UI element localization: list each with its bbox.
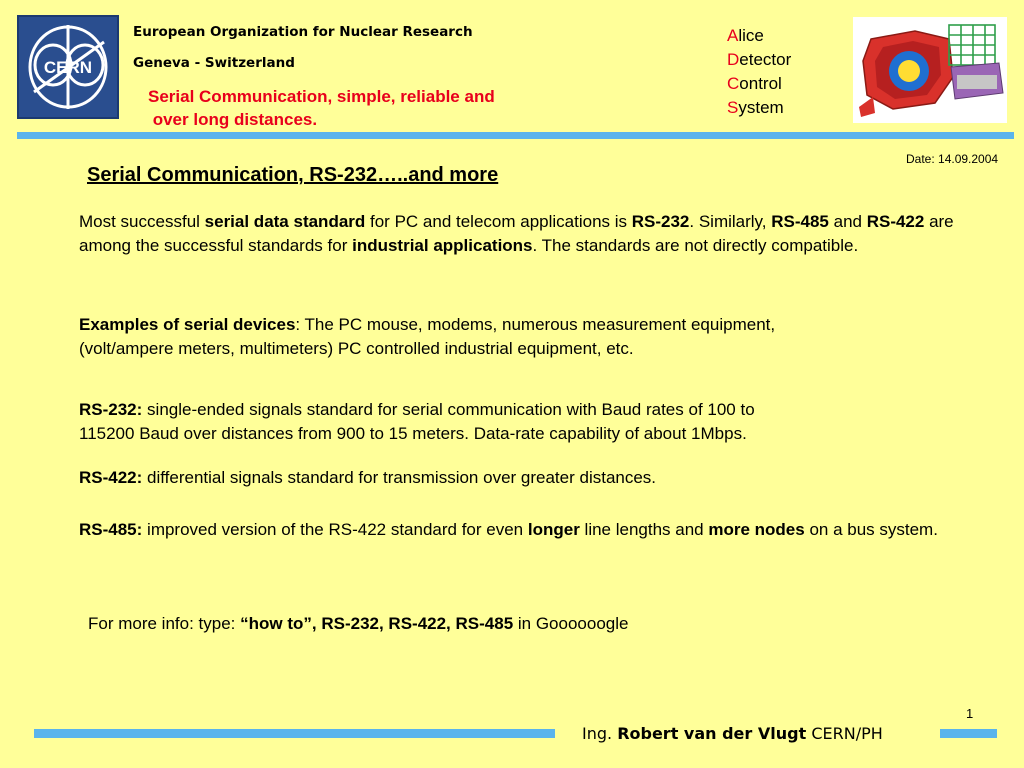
paragraph-rs422 (79, 466, 1014, 490)
text-run: For more info: type: (88, 614, 241, 633)
bold-text: RS-232: (79, 400, 143, 419)
dcs-line (727, 24, 791, 48)
detector-illustration (853, 17, 1007, 123)
bold-text: RS-232 (631, 212, 690, 231)
bold-text: serial data standard (204, 212, 366, 231)
bold-text: Examples of serial devices (79, 315, 296, 334)
dcs-line (727, 72, 791, 96)
dcs-rest: ystem (738, 98, 784, 117)
bold-text: RS-485: (79, 520, 143, 539)
text-run: on a bus system. (804, 520, 938, 539)
author-name: Robert van der Vlugt (617, 724, 807, 743)
footer-bar-right (940, 729, 997, 738)
dcs-letter: S (727, 98, 739, 117)
author-credit (582, 724, 883, 743)
text-run: single-ended signals standard for serial communication with Baud rates of 100 to (142, 400, 755, 419)
page-number: 1 (966, 706, 974, 721)
text-run: 115200 Baud over distances from 900 to 15 meters. Data-rate capability of about 1Mbps. (79, 424, 747, 443)
paragraph-rs232 (79, 398, 1014, 446)
paragraph-rs485 (79, 518, 1014, 542)
bold-text: RS-422: (79, 468, 143, 487)
organization-location: Geneva - Switzerland (133, 55, 295, 71)
text-run: differential signals standard for transmission over greater distances. (142, 468, 657, 487)
text-run: and (828, 212, 867, 231)
dcs-rest: lice (738, 26, 764, 45)
dcs-letter: A (727, 26, 739, 45)
dcs-letter: C (727, 74, 740, 93)
text-run: . Similarly, (689, 212, 772, 231)
text-run: . The standards are not directly compatible. (532, 236, 859, 255)
bold-text: longer (527, 520, 580, 539)
dcs-letter: D (727, 50, 740, 69)
alice-detector-image (853, 17, 1007, 123)
dcs-line (727, 96, 791, 120)
header-subtitle: Serial Communication, simple, reliable and over long distances. (148, 87, 495, 129)
text-run: line lengths and (579, 520, 709, 539)
paragraph-serial-standards (79, 210, 979, 258)
bold-text: RS-422 (866, 212, 925, 231)
footer-bar-left (34, 729, 555, 738)
author-prefix: Ing. (582, 724, 618, 743)
text-run: : The PC mouse, modems, numerous measurement equipment, (295, 315, 776, 334)
bold-text: more nodes (708, 520, 805, 539)
organization-name: European Organization for Nuclear Research (133, 24, 473, 40)
bold-text: RS-485 (771, 212, 829, 231)
dcs-acronym (727, 24, 791, 120)
text-run: Most successful (79, 212, 205, 231)
bold-text: “how to”, RS-232, RS-422, RS-485 (240, 614, 514, 633)
cern-logo-graphic (19, 17, 117, 117)
cern-logo (17, 15, 119, 119)
header-divider-bar (17, 132, 1014, 139)
author-suffix: CERN/PH (806, 724, 883, 743)
text-run: improved version of the RS-422 standard for even (142, 520, 528, 539)
date-label: Date: 14.09.2004 (906, 152, 999, 166)
dcs-rest: etector (739, 50, 792, 69)
bold-text: industrial applications (352, 236, 533, 255)
slide-title: Serial Communication, RS-232…..and more (87, 164, 499, 186)
cern-logo-text: CERN (43, 58, 93, 77)
text-run: (volt/ampere meters, multimeters) PC controlled industrial equipment, etc. (79, 339, 634, 358)
text-run: for PC and telecom applications is (365, 212, 632, 231)
dcs-line (727, 48, 791, 72)
text-run: are among the successful standards for (79, 212, 954, 255)
paragraph-more-info (88, 612, 1023, 636)
dcs-rest: ontrol (739, 74, 782, 93)
text-run: in Goooooogle (513, 614, 629, 633)
paragraph-serial-devices (79, 313, 1014, 361)
